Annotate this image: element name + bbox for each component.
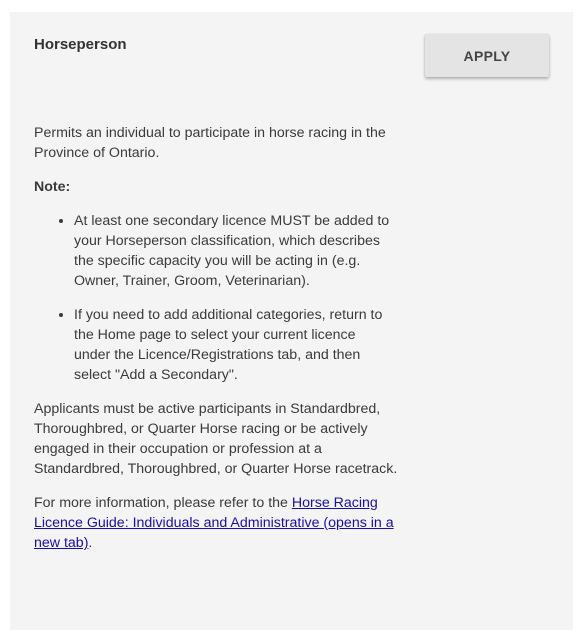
card-title: Horseperson <box>34 36 127 53</box>
more-info-prefix: For more information, please refer to the <box>34 495 292 511</box>
list-item: • If you need to add additional categories, return to the Home page to select your current licence under the Licence/Registrations tab, and then select "Add a Secondary". <box>74 305 399 385</box>
note-list <box>34 211 399 385</box>
more-info-text <box>34 493 399 553</box>
list-item: • At least one secondary licence MUST be added to your Horseperson classification, which describes the specific capacity you will be acting in (e.g. Owner, Trainer, Groom, Veterinarian). <box>74 211 399 291</box>
description-text: Permits an individual to participate in horse racing in the Province of Ontario. <box>34 125 386 161</box>
applicants-text: Applicants must be active participants in Standardbred, Thoroughbred, or Quarter Horse racing or be actively engaged in their occupation or profession at a Standardbred, Thoroughbred, or Quarter Horse racetrack. <box>34 401 398 477</box>
licence-card <box>10 12 573 630</box>
more-info-suffix: . <box>88 535 93 551</box>
licence-guide-link[interactable]: Horse Racing Licence Guide: Individuals and Administrative (opens in a new tab) <box>34 495 394 551</box>
note-label: Note: <box>34 179 71 195</box>
apply-button[interactable]: APPLY <box>425 34 549 77</box>
card-body <box>34 123 399 567</box>
